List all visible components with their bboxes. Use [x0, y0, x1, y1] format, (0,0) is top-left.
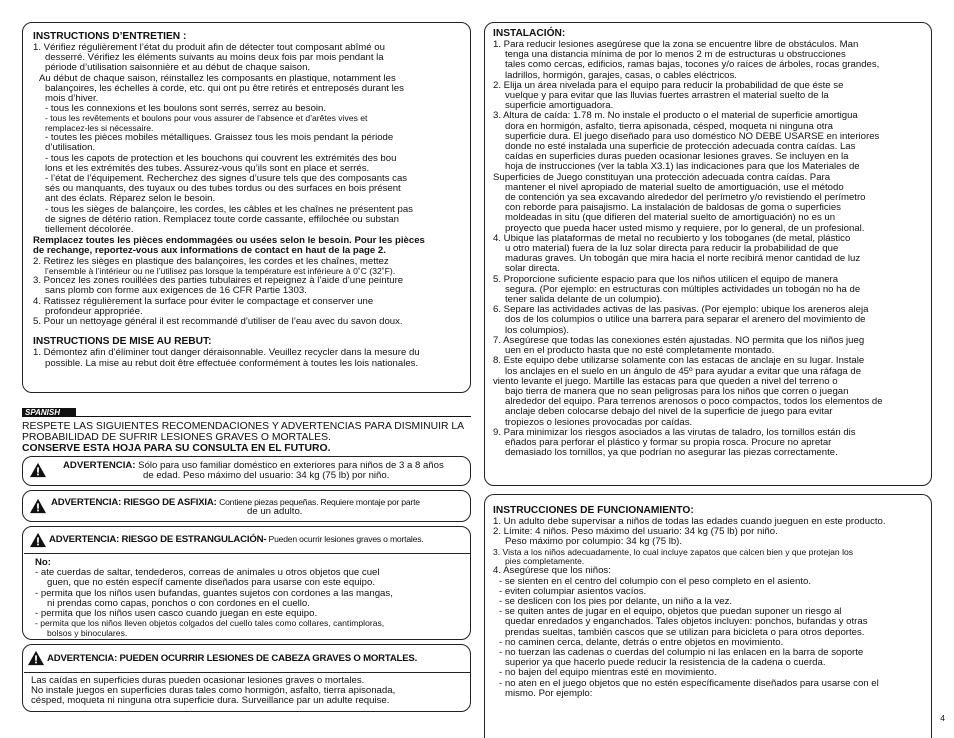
- installation-line: u otro material) fuera de la luz solar directa para reducir la probabilidad de que: [505, 243, 839, 255]
- warning-line: Las caídas en superficies duras pueden ocasionar lesiones graves o mortales.: [31, 675, 365, 686]
- installation-line: tenga una distancia mínima de por lo menos 2 m de estructuras u obstrucciones: [505, 49, 846, 61]
- installation-line: dora en hormigón, asfalto, tierra apisonada, césped, moqueta ni ninguna otra: [505, 120, 834, 132]
- installation-line: caídas en superficies duras pueden ocasionar lesiones graves. Se incluyen en la: [505, 151, 849, 163]
- installation-line: viento levante el juego. Martille las estacas para que queden a nivel del terreno o: [493, 375, 838, 387]
- operation-line: mismo. Por ejemplo:: [505, 687, 593, 699]
- warning-no-line: guen, que no estén específ camente diseñados para usarse con este equipo.: [47, 577, 376, 589]
- installation-line: vuelque y para evitar que las lluvias fuertes arrastren el material suelto de la: [505, 90, 829, 102]
- installation-line: alrededor del equipo. Para terrenos arenosos o poco compactos, todos los elementos de: [505, 396, 883, 408]
- operation-box: [484, 494, 932, 738]
- installation-box: [484, 22, 932, 486]
- maintenance-line: de signes de détério ration. Remplacez toute corde cassante, effilochée ou substan: [45, 213, 399, 225]
- installation-line: moldeadas in situ (que difieren del material suelto de amortiguación) no es un: [505, 212, 836, 224]
- installation-line: demasiado los tornillos, ya que podrían no asegurar las piezas correctamente.: [505, 447, 838, 459]
- operation-line: - eviten columpiar asientos vacíos.: [499, 585, 647, 597]
- warning-no-line: - permita que los niños usen bufandas, guantes sujetos con cordones a las mangas,: [35, 587, 393, 599]
- installation-line: 5. Proporcione suficiente espacio para que los niños utilicen el equipo de manera: [493, 273, 839, 285]
- warning-no-line: - permita que los niños lleven objetos colgados del cuello tales como collares, cantimploras,: [35, 618, 385, 629]
- maintenance-line: balançoires, les échelles à corde, etc. qui ont pu être retirés et entreposés durant les: [45, 82, 404, 94]
- language-bar: [22, 408, 471, 417]
- warning-text: Contiene piezas pequeñas. Requiere montaje por parte: [219, 497, 420, 507]
- operation-line: 4. Asegúrese que los niños:: [493, 565, 611, 577]
- installation-line: con reborde para paisajismo. La instalación de baldosas de goma o superficies: [505, 202, 841, 214]
- maintenance-item: 5. Pour un nettoyage général il est recommandé d’utiliser de l’eau avec du savon doux.: [33, 316, 403, 328]
- maintenance-line: - tous les revêtements et boulons pour vous assurer de l’absence et d’arêtes vives et: [45, 113, 368, 124]
- maintenance-line: - l’état de l’équipement. Recherchez des signes d’usure tels que des composants cas: [45, 173, 408, 185]
- intro: [22, 421, 471, 454]
- installation-line: ladrillos, hormigón, garajes, casas, o cables eléctricos.: [505, 69, 737, 81]
- disposal-line: possible. La mise au rebut doit être effectuée conformément à toutes les lois nationales.: [45, 357, 419, 369]
- warning-strangulation-box: [22, 526, 471, 640]
- warning-no-line: bolsos y binoculares.: [47, 627, 128, 638]
- warning-label: ADVERTENCIA: PUEDEN OCURRIR LESIONES DE CABEZA GRAVES O MORTALES.: [47, 653, 418, 664]
- warning-text: de un adulto.: [247, 506, 303, 517]
- maintenance-line: Au début de chaque saison, réinstallez les composants en plastique, notamment les: [39, 72, 396, 84]
- installation-line: mantener el nivel apropiado de material suelto de amortiguación, use el método: [505, 181, 844, 193]
- operation-line: - se quiten antes de jugar en el equipo, objetos que puedan suponer un riesgo al: [499, 606, 842, 618]
- warning-triangle-icon: [29, 498, 47, 514]
- operation-line: superior ya que hacerlo puede reducir la resistencia de la cadena o cuerda.: [505, 657, 826, 669]
- operation-line: - no aten en el juego objetos que no estén específicamente diseñados para usarse con el: [499, 677, 879, 689]
- warning-line: No instale juegos en superficies duras tales como hormigón, asfalto, tierra apisonada,: [31, 685, 396, 697]
- operation-line: pies completamente.: [505, 556, 585, 567]
- installation-line: los anclajes en el suelo en un ángulo de 45º para ayudar a evitar que una ráfaga de: [505, 365, 862, 377]
- intro-line-bold: CONSERVE ESTA HOJA PARA SU CONSULTA EN EL FUTURO.: [22, 443, 331, 454]
- maintenance-line: mois d’hiver.: [45, 93, 99, 105]
- operation-line: prendas sueltas, también cascos que se utilizan para bicicleta o para otros deportes.: [505, 626, 865, 638]
- installation-line: superficie amortiguadora.: [505, 100, 614, 112]
- warning-choking-box: [22, 490, 471, 522]
- installation-line: segura. (Por ejemplo: en estructuras con múltiples actividades un tobogán no ha de: [505, 283, 861, 295]
- maintenance-line: remplacez-les si nécessaire.: [45, 122, 154, 133]
- maintenance-line: - tous les capots de protection et les bouchons qui couvrent les extrémités des bou: [45, 152, 397, 164]
- operation-line: - se sienten en el centro del columpio con el peso completo en el asiento.: [499, 575, 811, 587]
- warning-no-line: - ate cuerdas de saltar, tendederos, correas de animales u otros objetos que cuel: [35, 567, 380, 579]
- installation-line: 4. Ubique las plataformas de metal no recubierto y los toboganes (de metal, plástico: [493, 232, 851, 244]
- disposal-line: 1. Démontez afin d’éliminer tout danger déraisonnable. Veuillez recycler dans la mesure du: [33, 347, 420, 359]
- installation-line: Superficies de Juego constituyan una protección adecuada contra caídas. Para: [493, 171, 831, 183]
- warning-triangle-icon: [29, 532, 47, 548]
- installation-line: solar directa.: [505, 263, 560, 275]
- warning-age-box: [22, 456, 471, 486]
- operation-line: - no bajen del equipo mientras esté en movimiento.: [499, 667, 717, 679]
- intro-line: PROBABILIDAD DE SUFRIR LESIONES GRAVES O MORTALES.: [22, 432, 331, 443]
- operation-title: INSTRUCCIONES DE FUNCIONAMIENTO:: [493, 505, 694, 516]
- installation-line: los columpios).: [505, 324, 569, 336]
- operation-line: 2. Límite: 4 niños. Peso máximo del usuario: 34 kg (75 lb) por niño.: [493, 526, 778, 538]
- maintenance-item: l’ensemble à l’intérieur ou ne l’utilisez pas lorsque la température est inférieure à 0˚C (32˚F).: [45, 265, 396, 276]
- installation-line: 9. Para minimizar los riesgos asociados a las virutas de taladro, los tornillos están dis: [493, 426, 856, 438]
- divider: [76, 416, 471, 417]
- installation-line: 3. Altura de caída: 1.78 m. No instale el producto o el material de superficie amortigua: [493, 110, 858, 122]
- warning-no-line: ni prendas como capas, ponchos o con cordones en el cuello.: [47, 597, 310, 609]
- no-label: No:: [35, 557, 51, 568]
- maintenance-line: 1. Vérifiez régulièrement l’état du produit afin de détecter tout composant abîmé ou: [33, 42, 385, 53]
- maintenance-line: - tous les connexions et les boulons sont serrés, serrez au besoin.: [45, 103, 327, 115]
- installation-line: dos de los columpios o utilice una barrera para separar el arenero del movimiento de: [505, 314, 866, 326]
- warning-text: Sólo para uso familiar doméstico en exteriores para niños de 3 a 8 años: [138, 460, 444, 471]
- disposal-title: INSTRUCTIONS DE MISE AU REBUT:: [33, 336, 212, 348]
- replace-note: Remplacez toutes les pièces endommagées ou usées selon le besoin. Pour les pièces: [33, 235, 425, 247]
- warning-head-injury-box: [22, 644, 471, 712]
- installation-line: donde no esté instalada una superficie de protección adecuada contra caídas. Las: [505, 141, 856, 153]
- operation-line: - se deslicen con los pies por delante, un niño a la vez.: [499, 596, 733, 608]
- installation-line: hoja de instrucciones (ver la tabla X3.1) las indicaciones para que los Materiales de: [505, 161, 860, 173]
- maintenance-line: - toutes les pièces mobiles métalliques. Graissez tous les mois pendant la période: [45, 132, 394, 144]
- installation-line: eñados para perforar el plástico y formar su propia rosca. Procure no apretar: [505, 436, 832, 448]
- maintenance-title: INSTRUCTIONS D’ENTRETIEN :: [33, 31, 187, 42]
- installation-line: uen en el producto hasta que no esté completamente montado.: [505, 345, 775, 357]
- maintenance-line: - tous les sièges de balançoire, les cordes, les câbles et les chaînes ne présentent pas: [45, 203, 413, 215]
- installation-title: INSTALACIÓN:: [493, 28, 566, 39]
- installation-line: 7. Asegúrese que todas las conexiones estén ajustadas. NO permita que los niños jueg: [493, 334, 865, 346]
- installation-line: maduras graves. Un tobogán que mira hacia el norte recibirá menor cantidad de luz: [505, 253, 861, 265]
- maintenance-line: tiellement décolorée.: [45, 224, 134, 236]
- installation-line: bajo tierra de manera que no sean peligrosas para los niños que corren o juegan: [505, 385, 849, 397]
- warning-triangle-icon: [27, 650, 45, 666]
- operation-line: 3. Vista a los niños adecuadamente, lo cual incluye zapatos que calcen bien y que protejan los: [493, 546, 854, 557]
- warning-no-line: - permita que los niños usen casco cuando juegan en este equipo.: [35, 608, 318, 620]
- page-number: 4: [940, 713, 945, 723]
- installation-line: proyecto que pueda hacer usted mismo y requiere, por lo general, de un profesional.: [505, 222, 865, 234]
- maintenance-line: lons et les extrémités des tubes. Assurez-vous qu’ils sont en place et serrés.: [45, 162, 370, 174]
- installation-line: superficie dura. El juego diseñado para uso doméstico NO DEBE USARSE en interiores: [505, 130, 880, 142]
- warning-triangle-icon: [29, 462, 47, 478]
- maintenance-box: [22, 22, 471, 393]
- installation-line: tropiezos o lesiones provocadas por caídas.: [505, 416, 693, 428]
- warning-text: Pueden ocurrir lesiones graves o mortales.: [266, 534, 424, 544]
- installation-line: 6. Separe las actividades activas de las pasivas. (Por ejemplo: ubique los areneros aleja: [493, 304, 869, 316]
- installation-line: 8. Este equipo debe utilizarse solamente con las estacas de anclaje en su lugar. Instale: [493, 355, 865, 367]
- installation-line: 1. Para reducir lesiones asegúrese que la zona se encuentre libre de obstáculos. Man: [493, 39, 859, 50]
- intro-line: RESPETE LAS SIGUIENTES RECOMENDACIONES Y ADVERTENCIAS PARA DISMINUIR LA: [22, 421, 465, 432]
- operation-line: - no caminen cerca, delante, detrás o entre objetos en movimiento.: [499, 636, 784, 648]
- installation-line: tener salida delante de un columpio).: [505, 294, 663, 306]
- maintenance-line: période d’utilisation saisonnière et au début de chaque saison.: [45, 62, 311, 74]
- warning-text: de edad. Peso máximo del usuario: 34 kg (75 lb) por niño.: [143, 470, 390, 481]
- maintenance-item: sans plomb con forme aux exigences de 16 CFR Partie 1303.: [45, 285, 307, 297]
- warning-label: ADVERTENCIA: RIESGO DE ASFIXIA:: [51, 497, 217, 508]
- maintenance-item: 4. Ratissez régulièrement la surface pour éviter le compactage et conserver une: [33, 295, 374, 307]
- maintenance-line: d’utilisation.: [45, 142, 96, 154]
- maintenance-item: 3. Poncez les zones rouillées des parties tubulaires et repeignez à l’aide d’une peinture: [33, 275, 404, 287]
- operation-line: Peso máximo por columpio: 34 kg (75 lb).: [505, 536, 683, 548]
- installation-line: de contención ya sea excavando alrededor del perímetro y/o revistiendo el perímetro: [505, 192, 866, 204]
- maintenance-item: 2. Retirez les sièges en plastique des balançoires, les cordes et les chaînes, mettez: [33, 255, 389, 267]
- operation-line: 1. Un adulto debe supervisar a niños de todas las edades cuando jueguen en este producto.: [493, 516, 886, 527]
- maintenance-line: ant des éclats. Réparez selon le besoin.: [45, 193, 216, 205]
- operation-line: quedar enredados y enganchados. Tales objetos incluyen: ponchos, bufandas y otras: [505, 616, 868, 628]
- replace-note: de rechange, reportez-vous aux informations de contact en haut de la page 2.: [33, 245, 386, 257]
- maintenance-item: profondeur appropriée.: [45, 305, 143, 317]
- warning-line: césped, moqueta ni ninguna otra superficie dura. Surveillance par un adulte requise.: [31, 695, 390, 707]
- installation-line: 2. Elija un área nivelada para el equipo para reducir la probabilidad de que éste se: [493, 79, 844, 91]
- divider: [24, 672, 470, 673]
- warning-label: ADVERTENCIA: RIESGO DE ESTRANGULACIÓN-: [49, 534, 267, 545]
- divider: [24, 553, 470, 554]
- installation-line: tales como cercas, edificios, ramas bajas, tocones y/o raíces de árboles, rocas grandes,: [505, 59, 880, 71]
- maintenance-line: sés ou manquants, des tuyaux ou des tubes tordus ou des surfaces en bois présent: [45, 183, 401, 195]
- operation-line: - no tuerzan las cadenas o cuerdas del columpio ni las enlacen en la barra de soporte: [499, 647, 864, 659]
- language-tab: SPANISH: [22, 408, 76, 417]
- warning-label: ADVERTENCIA:: [63, 460, 136, 471]
- installation-line: anclaje deben colocarse debajo del nivel de la superficie de juego para evitar: [505, 406, 833, 418]
- maintenance-line: desserré. Vérifiez les éléments suivants au moins deux fois par mois pendant la: [45, 52, 384, 64]
